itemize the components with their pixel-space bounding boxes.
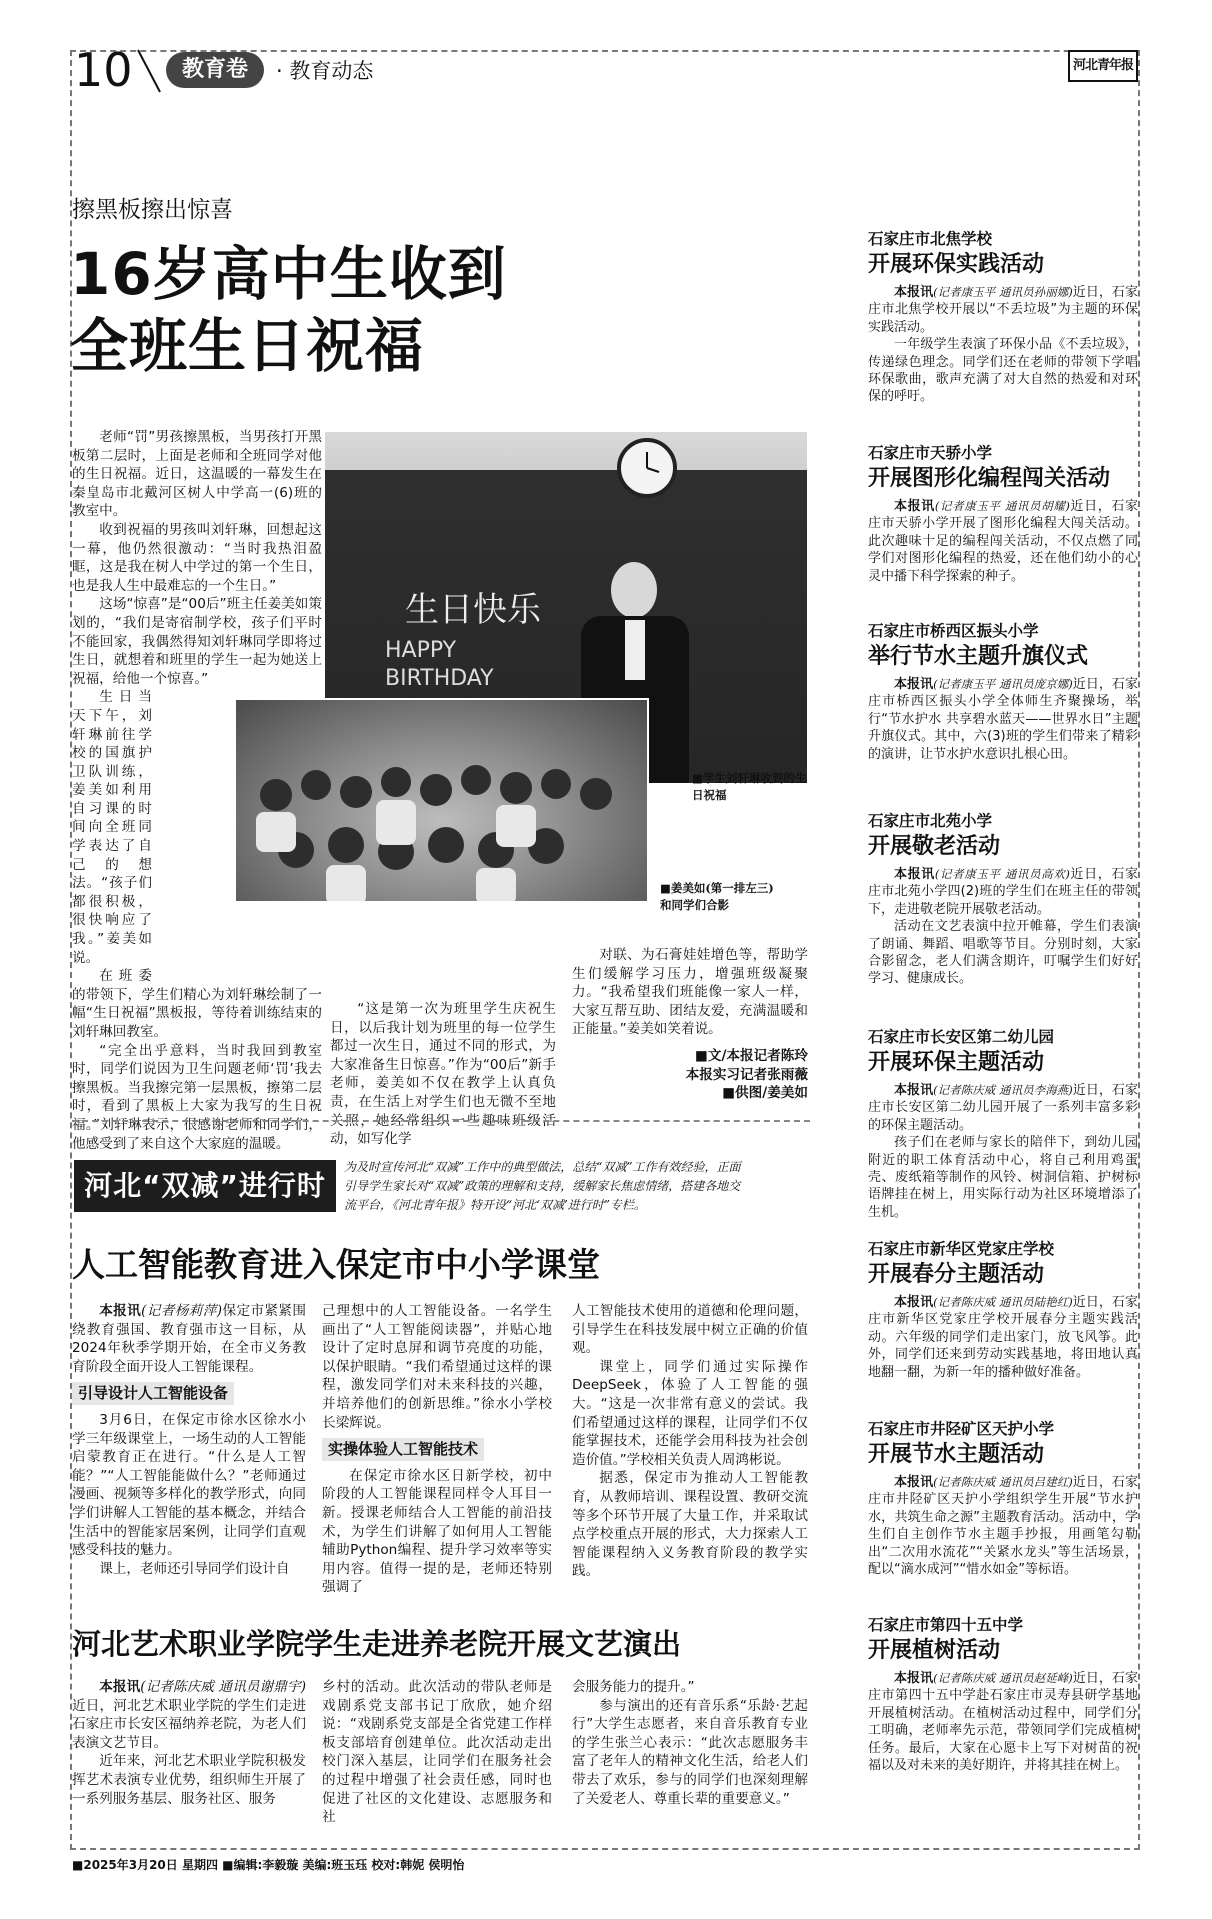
sidebar-item (868, 620, 1138, 810)
sidebar-item (868, 1238, 1138, 1418)
art-paragraph: 近年来，河北艺术职业学院积极发挥艺术表演专业优势，组织师生开展了一系列服务基层、服务社区、服务 (72, 1753, 306, 1807)
sidebar-org: 石家庄市天骄小学 (868, 444, 993, 462)
lead-paragraph: “完全出乎意料，当时我回到教室时，同学们说因为卫生问题老师‘罚’我去擦黑板。当我擦完第一层黑板，擦第二层时，看到了黑板上大家为我写的生日祝福。”刘轩琳表示，很感谢老师和同学们，他感受到了来自这个大家庭的温暖。 (72, 1042, 322, 1152)
art-title: 河北艺术职业学院学生走进养老院开展文艺演出 (72, 1627, 682, 1661)
ai-paragraph: 课上，老师还引导同学们设计自 (99, 1560, 290, 1577)
sidebar-title: 开展敬老活动 (868, 834, 1001, 859)
sidebar-body: 本报讯(记者康玉平 通讯员高欢)近日，石家庄市北苑小学四(2)班的学生们在班主任的带领下，走进敬老院开展敬老活动。 活动在文艺表演中拉开帷幕，学生们表演了朗诵、舞蹈、唱歌等节目。分别时刻，大家合影留念，老人们满含期许，叮嘱学生们好好学习、健康成长。 (868, 867, 1138, 987)
section-label: 教育卷 (181, 57, 248, 82)
lead-col2 (330, 1000, 556, 1149)
group-silhouettes (236, 700, 649, 903)
lead-paragraph: 收到祝福的男孩叫刘轩琳，回想起这一幕，他仍然很激动：“当时我热泪盈眶，这是我在树人中学过的第一个生日，也是我人生中最难忘的一个生日。” (72, 521, 322, 594)
sidebar-title: 开展春分主题活动 (868, 1262, 1045, 1287)
page-footer: ■2025年3月20日 星期四 ■编辑:李毅璇 美编:班玉珏 校对:韩妮 侯明怡 (72, 1858, 465, 1872)
section-divider (72, 1120, 810, 1122)
chalk-greeting-cn: 生日快乐 (405, 590, 541, 630)
chalk-greeting-en2: BIRTHDAY (385, 666, 494, 691)
sidebar-title: 开展植树活动 (868, 1638, 1001, 1663)
banner-text: 为及时宣传河北“双减”工作中的典型做法，总结“双减”工作有效经验，正面引导学生家长对“双减”政策的理解和支持，缓解家长焦虑情绪，搭建各地交流平台，《河北青年报》特开设“河北‘双减’进行时”专栏。 (344, 1160, 741, 1212)
lead-paragraph: 这场“惊喜”是“00后”班主任姜美如策划的，“我们是寄宿制学校，孩子们平时不能回家，我偶然得知刘轩琳同学即将过生日，就想着和班里的学生一起为她送上祝福，给他一个惊喜。” (72, 596, 322, 687)
sidebar-title: 开展环保实践活动 (868, 252, 1045, 277)
sidebar-news (868, 228, 1138, 1810)
sidebar-item (868, 442, 1138, 620)
art-paragraph: 乡村的活动。此次活动的带队老师是戏剧系党支部书记丁欣欣，她介绍说：“戏剧系党支部是全省党建工作样板支部培育创建单位。此次活动走出校门深入基层，让同学们在服务社会的过程中增强了社会责任感，同时也促进了社区的文化建设、志愿服务和社 (322, 1679, 552, 1826)
sidebar-org: 石家庄市北焦学校 (868, 230, 993, 248)
sidebar-org: 石家庄市井陉矿区天护小学 (868, 1420, 1055, 1438)
sidebar-body: 本报讯(记者康玉平 通讯员庞京娜)近日，石家庄市桥西区振头小学全体师生齐聚操场，举行“节水护水 共享碧水蓝天——世界水日”主题升旗仪式。其中，六(3)班的学生们带来了精彩的演讲，让节水护水意识扎根心田。 (868, 677, 1138, 762)
section-badge (166, 52, 264, 88)
lead-paragraph: 生日当天下午，刘轩琳前往学校的国旗护卫队训练，姜美如利用自习课的时间向全班同学表达了自己的想法。“孩子们都很积极，很快响应了我。”姜美如说。 (72, 689, 152, 966)
art-col3 (572, 1678, 808, 1808)
ai-lead-text: 保定市紧紧围绕教育强国、教育强市这一目标，从2024年秋季学期开始，在全市义务教育阶段全面开设人工智能课程。 (72, 1303, 307, 1375)
ai-col1 (72, 1302, 306, 1578)
header-slash (134, 48, 164, 94)
byline-note: (记者杨莉萍) (141, 1303, 223, 1319)
ai-col2 (322, 1302, 552, 1597)
byline: 本报讯 (99, 1303, 142, 1319)
ai-paragraph: 3月6日，在保定市徐水区徐水小学三年级课堂上，一场生动的人工智能启蒙教育正在进行。“什么是人工智能？”“人工智能能做什么？”老师通过漫画、视频等多样化的教学形式，向同学们讲解人工智能的基本概念，并结合生活中的智能家居案例，让同学们直观感受科技的魅力。 (72, 1411, 306, 1559)
credit-line: 本报实习记者张雨薇 (685, 1066, 808, 1083)
lead-kicker: 擦黑板擦出惊喜 (72, 197, 233, 223)
sidebar-org: 石家庄市桥西区振头小学 (868, 622, 1039, 640)
sidebar-body: 本报讯(记者康玉平 通讯员孙丽娜)近日，石家庄市北焦学校开展以“不丢垃圾”为主题的环保实践活动。 一年级学生表演了环保小品《不丢垃圾》，传递绿色理念。同学们还在老师的带领下学唱环保歌曲，歌声充满了对大自然的热爱和对环保的呼吁。 (868, 285, 1138, 405)
ai-subhead-2: 实操体验人工智能技术 (322, 1438, 484, 1461)
sidebar-org: 石家庄市新华区党家庄学校 (868, 1240, 1055, 1258)
chalk-greeting-en1: HAPPY (385, 638, 457, 663)
lead-paragraph: 对联、为石膏娃娃增色等，帮助学生们缓解学习压力，增强班级凝聚力。“我希望我们班能像一家人一样，大家互帮互助、团结友爱，充满温暖和正能量。”姜美如笑着说。 (572, 947, 808, 1038)
byline: 本报讯 (99, 1679, 141, 1695)
clock-icon (617, 438, 677, 498)
sidebar-org: 石家庄市第四十五中学 (868, 1616, 1024, 1634)
ai-title: 人工智能教育进入保定市中小学课堂 (72, 1245, 600, 1284)
credit-line: ■供图/姜美如 (722, 1085, 808, 1102)
ai-paragraph: 课堂上，同学们通过实际操作DeepSeek，体验了人工智能的强大。“这是一次非常有意义的尝试。我们希望通过这样的课程，让同学们不仅能掌握技术，还能学会用科技为社会创造价值。”学校相关负责人周鸿彬说。 (572, 1358, 808, 1468)
ai-col3 (572, 1302, 808, 1581)
sidebar-item (868, 810, 1138, 1026)
photo1-caption: ■学生刘轩琳收到的生日祝福 (692, 771, 807, 802)
art-col1 (72, 1678, 306, 1808)
sidebar-item (868, 1614, 1138, 1810)
lead-credits (572, 1047, 808, 1103)
sidebar-body: 本报讯(记者陈庆威 通讯员李海燕)近日，石家庄市长安区第二幼儿园开展了一系列丰富多彩的环保主题活动。 孩子们在老师与家长的陪伴下，到幼儿园附近的职工体育活动中心，将自己利用鸡蛋壳、废纸箱等制作的风铃、树洞信箱、护树标语牌挂在树上，用实际行动为社区环境增添了生机。 (868, 1083, 1138, 1220)
ai-paragraph: 在保定市徐水区日新学校，初中阶段的人工智能课程同样令人耳目一新。授课老师结合人工智能的前沿技术，为学生们讲解了如何用人工智能辅助Python编程、提升学习效率等实用内容。值得一提的是，老师还特别强调了 (322, 1467, 552, 1596)
ai-subhead-1: 引导设计人工智能设备 (72, 1382, 234, 1405)
lead-paragraph: “这是第一次为班里学生庆祝生日，以后我计划为班里的每一位学生都过一次生日，通过不同的形式，为大家准备生日惊喜。”作为“00后”新手老师，姜美如不仅在教学上认真负责，在生活上对学生们也无微不至地关照，她经常组织一些趣味班级活动，如写化学 (330, 1001, 556, 1148)
sidebar-org: 石家庄市北苑小学 (868, 812, 993, 830)
photo2-caption: ■姜美如(第一排左三)和同学们合影 (660, 881, 774, 912)
sidebar-body: 本报讯(记者陈庆威 通讯员赵延峰)近日，石家庄市第四十五中学赴石家庄市灵寿县研学基地开展植树活动。在植树活动过程中，同学们分工明确，老师率先示范，带领同学们完成植树任务。最后，大家在心愿卡上写下对树苗的祝福以及对未来的美好期许，并将其挂在树上。 (868, 1671, 1138, 1774)
page-header (70, 44, 1140, 96)
sidebar-org: 石家庄市长安区第二幼儿园 (868, 1028, 1055, 1046)
sidebar-title: 举行节水主题升旗仪式 (868, 644, 1089, 669)
lead-title-line2: 全班生日祝福 (70, 312, 425, 380)
sidebar-body: 本报讯(记者陈庆威 通讯员吕建红)近日，石家庄市井陉矿区天护小学组织学生开展“节水护水，共筑生命之源”主题教育活动。活动中，学生们自主创作节水主题手抄报，用画笔勾勒出“二次用水流花”“关紧水龙头”等生活场景，配以“滴水成河”“惜水如金”等标语。 (868, 1475, 1138, 1578)
sidebar-item (868, 228, 1138, 442)
ai-lead (72, 1302, 306, 1376)
art-lead (72, 1678, 306, 1752)
ai-paragraph: 据悉，保定市为推动人工智能教育，从教师培训、课程设置、教研交流等多个环节开展了大量工作，并采取试点学校重点开展的形式，大力探索人工智能课程纳入义务教育阶段的教学实践。 (572, 1470, 808, 1580)
art-col2 (322, 1678, 552, 1827)
paper-logo: 河北青年报 (1068, 50, 1138, 82)
byline-note: (记者陈庆威 通讯员谢鼎宇) (140, 1679, 306, 1695)
art-lead-text: 近日，河北艺术职业学院的学生们走进石家庄市长安区福纳养老院，为老人们表演文艺节目。 (72, 1697, 306, 1751)
lead-paragraph: 老师“罚”男孩擦黑板，当男孩打开黑板第二层时，上面是老师和全班同学对他的生日祝福。近日，这温暖的一幕发生在秦皇岛市北戴河区树人中学高一(6)班的教室中。 (72, 429, 322, 520)
sidebar-item (868, 1026, 1138, 1238)
sidebar-body: 本报讯(记者陈庆威 通讯员陆艳红)近日，石家庄市新华区党家庄学校开展春分主题实践活动。六年级的同学们走出家门，放飞风筝。此外，同学们还来到劳动实践基地，将田地认真地翻一翻，为新一年的播种做好准备。 (868, 1295, 1138, 1380)
sidebar-title: 开展环保主题活动 (868, 1050, 1045, 1075)
shuangjian-banner (74, 1160, 336, 1212)
lead-title-line1: 16岁高中生收到 (70, 240, 507, 308)
lead-title (70, 238, 507, 382)
page-number: 10 (74, 43, 133, 97)
subsection-label: · 教育动态 (276, 59, 374, 83)
sidebar-title: 开展图形化编程闯关活动 (868, 466, 1111, 491)
lead-paragraph: 在班委的带领下，学生们精心为刘轩琳绘制了一幅“生日祝福”黑板报，等待着训练结束的刘轩琳回教室。 (72, 968, 322, 1040)
sidebar-body: 本报讯(记者康玉平 通讯员胡耀)近日，石家庄市天骄小学开展了图形化编程大闯关活动。此次趣味十足的编程闯关活动，不仅点燃了同学们对图形化编程的热爱，还在他们幼小的心灵中播下科学探索的种子。 (868, 499, 1138, 584)
sidebar-item (868, 1418, 1138, 1614)
photo-class-group (234, 698, 649, 903)
art-paragraph: 参与演出的还有音乐系“乐龄·艺起行”大学生志愿者，来自音乐教育专业的学生张兰心表示：“此次志愿服务丰富了老年人的精神文化生活，给老人们带去了欢乐，参与的同学们也深刻理解了关爱老人、尊重长辈的重要意义。” (572, 1697, 808, 1807)
banner-label: 河北“双减”进行时 (84, 1169, 326, 1202)
sidebar-title: 开展节水主题活动 (868, 1442, 1045, 1467)
art-paragraph: 会服务能力的提升。” (572, 1679, 695, 1695)
lead-col3 (572, 946, 808, 1103)
ai-paragraph: 人工智能技术使用的道德和伦理问题，引导学生在科技发展中树立正确的价值观。 (572, 1303, 808, 1357)
credit-line: ■文/本报记者陈玲 (695, 1047, 808, 1064)
ai-paragraph: 己理想中的人工智能设备。一名学生画出了“人工智能阅读器”，并贴心地设计了定时息屏和调节亮度的功能，以保护眼睛。“我们希望通过这样的课程，激发同学们对未来科技的兴趣，并培养他们的创新思维。”徐水小学校长梁辉说。 (322, 1303, 552, 1431)
